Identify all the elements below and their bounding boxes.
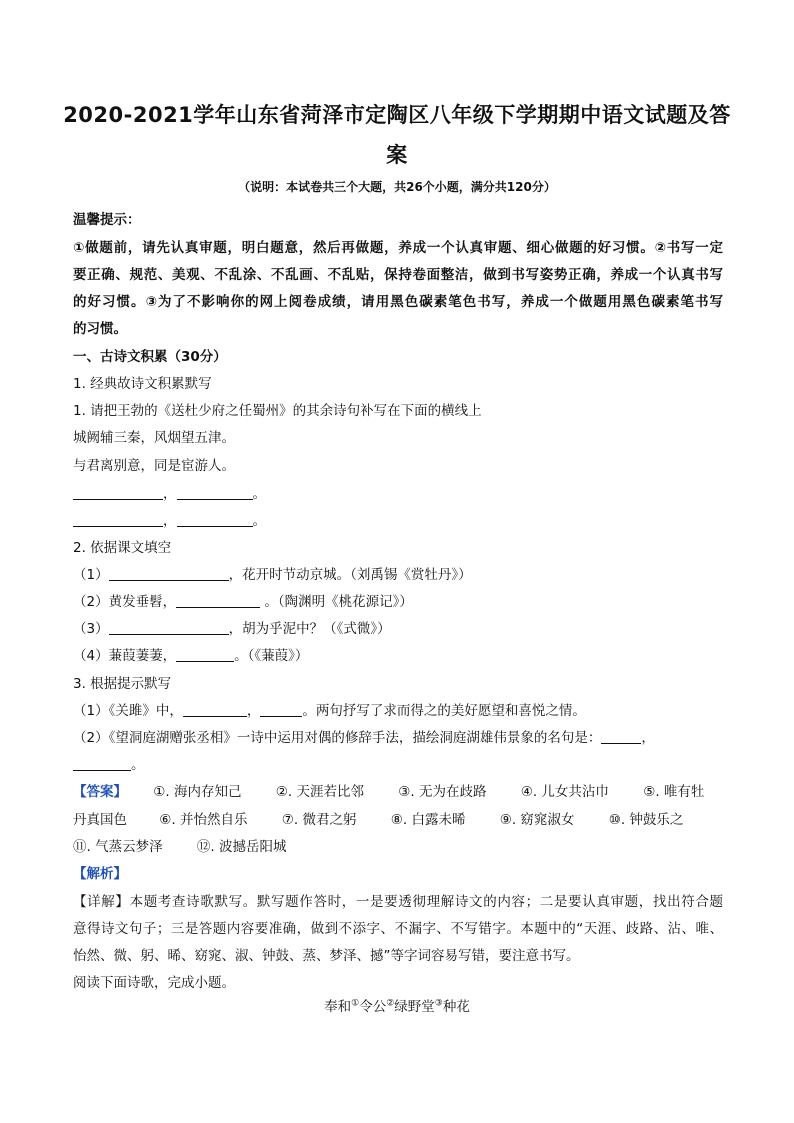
question-3-heading: 3. 根据提示默写 [73, 676, 172, 692]
detail-line-3: 怡然、微、躬、晞、窈窕、淑、钟鼓、蒸、梦泽、撼”等字词容易写错，要注意书写。 [73, 948, 580, 964]
answer-blank[interactable] [73, 756, 131, 771]
question-1-1: 1. 请把王勃的《送杜少府之任蜀州》的其余诗句补写在下面的横线上 [73, 403, 482, 419]
poem-title: 奉和①令公②绿野堂③种花 [324, 998, 470, 1015]
answer-blank[interactable] [109, 620, 229, 635]
question-3-item-2: （2）《望洞庭湖赠张丞相》一诗中运用对偶的修辞手法，描绘洞庭湖雄伟景象的名句是： ， [73, 730, 655, 746]
answer-blank[interactable] [177, 512, 253, 527]
section-heading: 一、古诗文积累（30分） [73, 349, 227, 365]
question-3-item-1: （1）《关雎》中， ， 。两句抒写了求而得之的美好愿望和喜悦之情。 [73, 703, 586, 719]
answer-row-2: 丹真国色 ⑥. 并怡然自乐 ⑦. 微君之躬 ⑧. 白露未晞 ⑨. 窈窕淑女 ⑩. 钟鼓乐之 [73, 812, 684, 828]
question-3-item-2-cont: 。 [73, 753, 145, 773]
detail-line-1: 【详解】本题考查诗歌默写。默写题作答时，一是要透彻理解诗文的内容；二是要认真审题，找出符合题 [73, 894, 723, 910]
answer-row-3: ⑪. 气蒸云梦泽 ⑫. 波撼岳阳城 [73, 839, 287, 855]
question-2-item-4: （4）蒹葭萋萋， 。（《蒹葭》） [73, 648, 309, 664]
poem-line-2: 与君离别意，同是宦游人。 [73, 458, 235, 474]
poem-line-1: 城阙辅三秦，风烟望五津。 [73, 430, 235, 446]
question-2-item-2: （2）黄发垂髫， 。（陶渊明《桃花源记》） [73, 594, 413, 610]
answer-blank[interactable] [176, 647, 234, 662]
exam-note: （说明：本试卷共三个大题，共26个小题，满分共120分） [238, 180, 556, 194]
question-2-heading: 2. 依据课文填空 [73, 540, 172, 556]
analysis-label: 【解析】 [73, 866, 127, 882]
tips-line-2: 要正确、规范、美观、不乱涂、不乱画、不乱贴，保持卷面整洁，做到书写姿势正确，养成一个认真书写 [73, 267, 723, 283]
detail-line-2: 意得诗文句子；三是答题内容要准确，做到不添字、不漏字、不写错字。本题中的“天涯、歧路、沾、唯、 [73, 921, 723, 937]
tips-line-4: 的习惯。 [73, 321, 127, 337]
title-line-1: 2020-2021学年山东省菏泽市定陶区八年级下学期期中语文试题及答 [63, 103, 731, 127]
document-title [60, 95, 734, 175]
answer-row-1: 【答案】 ①. 海内存知己 ②. 天涯若比邻 ③. 无为在歧路 ④. 儿女共沾巾 ⑤. 唯有牡 [73, 784, 705, 800]
question-2-item-3: （3） ，胡为乎泥中？（《式微》） [73, 621, 391, 637]
reading-instruction: 阅读下面诗歌，完成小题。 [73, 975, 235, 991]
footnote-marker: ② [386, 998, 395, 1009]
answer-blank[interactable] [73, 512, 163, 527]
question-2-item-1: （1） ，花开时节动京城。（刘禹锡《赏牡丹》） [73, 567, 472, 583]
title-line-2: 案 [386, 143, 408, 167]
footnote-marker: ③ [434, 998, 443, 1009]
tips-heading: 温馨提示： [73, 212, 141, 228]
tips-line-1: ①做题前，请先认真审题，明白题意，然后再做题，养成一个认真审题、细心做题的好习惯。②书写一定 [73, 240, 723, 256]
answer-blank-row-1: ， 。 [73, 482, 266, 502]
answer-blank[interactable] [109, 566, 229, 581]
answer-blank[interactable] [73, 485, 163, 500]
answer-blank-row-2: ， 。 [73, 509, 266, 529]
tips-line-3: 的好习惯。③为了不影响你的网上阅卷成绩，请用黑色碳素笔色书写，养成一个做题用黑色碳素笔书写 [73, 294, 723, 310]
answer-label: 【答案】 [73, 784, 127, 800]
answer-blank[interactable] [176, 593, 260, 608]
answer-blank[interactable] [601, 729, 641, 744]
footnote-marker: ① [351, 998, 360, 1009]
answer-blank[interactable] [183, 702, 247, 717]
answer-blank[interactable] [260, 702, 302, 717]
answer-blank[interactable] [177, 485, 253, 500]
question-1-heading: 1. 经典故诗文积累默写 [73, 376, 212, 392]
